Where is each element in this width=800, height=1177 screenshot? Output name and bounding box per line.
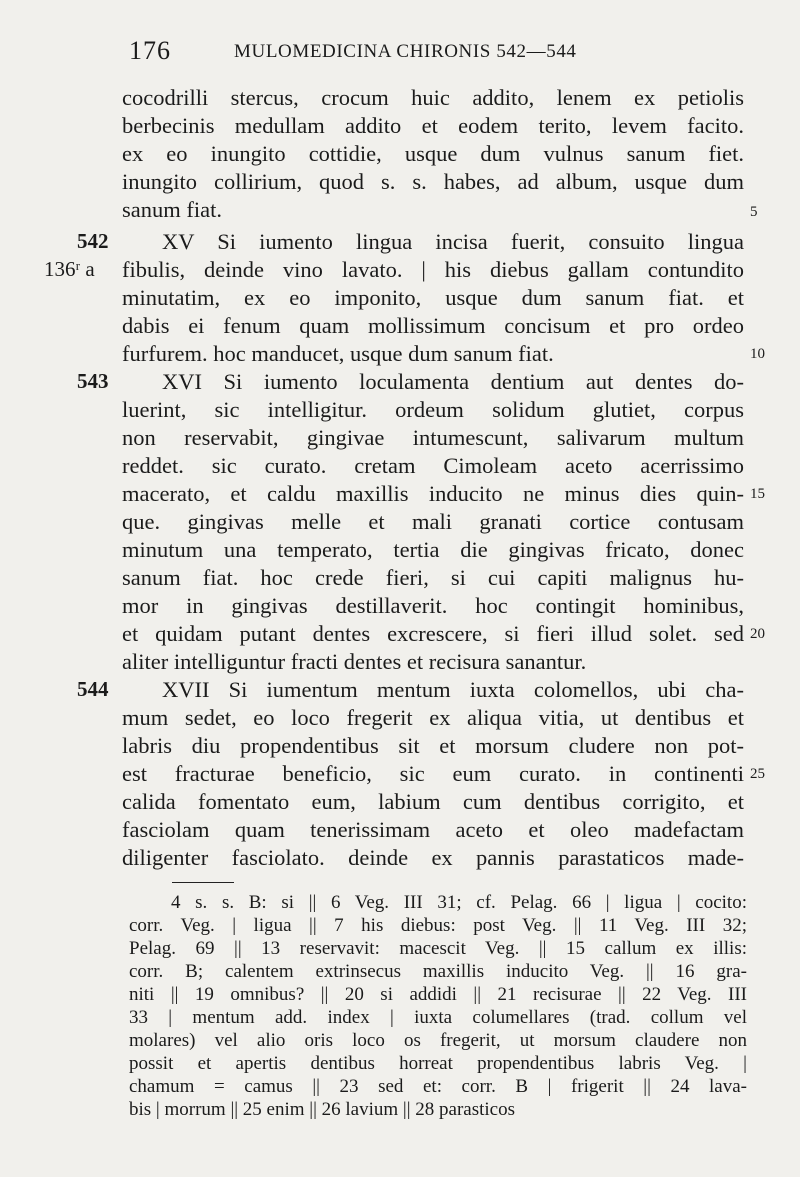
text-line: est fracturae beneficio, sic eum curato. in continenti	[122, 761, 744, 786]
line-number: 10	[750, 346, 765, 362]
text-line: furfurem. hoc manducet, usque dum sanum fiat.	[122, 341, 554, 366]
text-line: labris diu propendentibus sit et morsum cludere non pot-	[122, 733, 744, 758]
page-header	[0, 36, 800, 66]
text-line: ex eo inungito cottidie, usque dum vulnus sanum fiet.	[122, 141, 744, 166]
text-line: minutum una temperato, tertia die gingivas fricato, donec	[122, 537, 744, 562]
text-line: et quidam putant dentes excrescere, si fieri illud solet. sed	[122, 621, 744, 646]
text-line: sanum fiat.	[122, 197, 222, 222]
running-title: MULOMEDICINA CHIRONIS 542—544	[234, 41, 577, 62]
text-line: XVII Si iumentum mentum iuxta colomellos, ubi cha-	[162, 677, 744, 702]
line-number: 15	[750, 486, 765, 502]
section-number: 543	[77, 369, 109, 393]
apparatus-line: niti || 19 omnibus? || 20 si addidi || 21 recisurae || 22 Veg. III	[129, 984, 747, 1005]
text-line: cocodrilli stercus, crocum huic addito, lenem ex petiolis	[122, 85, 744, 110]
text-line: minutatim, ex eo imponito, usque dum sanum fiat. et	[122, 285, 744, 310]
text-line: mor in gingivas destillaverit. hoc contingit hominibus,	[122, 593, 744, 618]
apparatus-line: 4 s. s. B: si || 6 Veg. III 31; cf. Pelag. 66 | ligua | cocito:	[171, 892, 747, 913]
text-line: reddet. sic curato. cretam Cimoleam aceto acerrissimo	[122, 453, 744, 478]
text-line: XV Si iumento lingua incisa fuerit, consuito lingua	[162, 229, 744, 254]
folio-reference: 136ʳ a	[44, 257, 95, 281]
text-line: diligenter fasciolato. deinde ex pannis parastaticos made-	[122, 845, 744, 870]
text-line: fasciolam quam tenerissimam aceto et oleo madefactam	[122, 817, 744, 842]
text-line: non reservabit, gingivae intumescunt, salivarum multum	[122, 425, 744, 450]
line-number: 25	[750, 766, 765, 782]
text-line: calida fomentato eum, labium cum dentibus corrigito, et	[122, 789, 744, 814]
apparatus-line: corr. Veg. | ligua || 7 his diebus: post Veg. || 11 Veg. III 32;	[129, 915, 747, 936]
text-line: dabis ei fenum quam mollissimum concisum et pro ordeo	[122, 313, 744, 338]
apparatus-line: chamum = camus || 23 sed et: corr. B | frigerit || 24 lava-	[129, 1076, 747, 1097]
text-line: mum sedet, eo loco fregerit ex aliqua vitia, ut dentibus et	[122, 705, 744, 730]
text-line: macerato, et caldu maxillis inducito ne minus dies quin-	[122, 481, 744, 506]
text-line: berbecinis medullam addito et eodem terito, levem facito.	[122, 113, 744, 138]
text-line: aliter intelliguntur fracti dentes et recisura sanantur.	[122, 649, 587, 674]
apparatus-line: 33 | mentum add. index | iuxta columellares (trad. collum vel	[129, 1007, 747, 1028]
section-number: 542	[77, 229, 109, 253]
line-number: 20	[750, 626, 765, 642]
apparatus-line: corr. B; calentem extrinsecus maxillis inducito Veg. || 16 gra-	[129, 961, 747, 982]
apparatus-line: possit et apertis dentibus horreat propendentibus labris Veg. |	[129, 1053, 747, 1074]
page-number: 176	[129, 36, 171, 65]
apparatus-line: molares) vel alio oris loco os fregerit, ut morsum claudere non	[129, 1030, 747, 1051]
text-line: fibulis, deinde vino lavato. | his diebus gallam contundito	[122, 257, 744, 282]
line-number: 5	[750, 204, 758, 220]
text-line: luerint, sic intelligitur. ordeum solidum glutiet, corpus	[122, 397, 744, 422]
text-line: XVI Si iumento loculamenta dentium aut dentes do-	[162, 369, 744, 394]
footnote-rule	[172, 882, 234, 883]
section-number: 544	[77, 677, 109, 701]
apparatus-line: Pelag. 69 || 13 reservavit: macescit Veg. || 15 callum ex illis:	[129, 938, 747, 959]
text-line: inungito collirium, quod s. s. habes, ad album, usque dum	[122, 169, 744, 194]
text-line: que. gingivas melle et mali granati cortice contusam	[122, 509, 744, 534]
text-line: sanum fiat. hoc crede fieri, si cui capiti malignus hu-	[122, 565, 744, 590]
apparatus-line: bis | morrum || 25 enim || 26 lavium || 28 parasticos	[129, 1099, 515, 1120]
